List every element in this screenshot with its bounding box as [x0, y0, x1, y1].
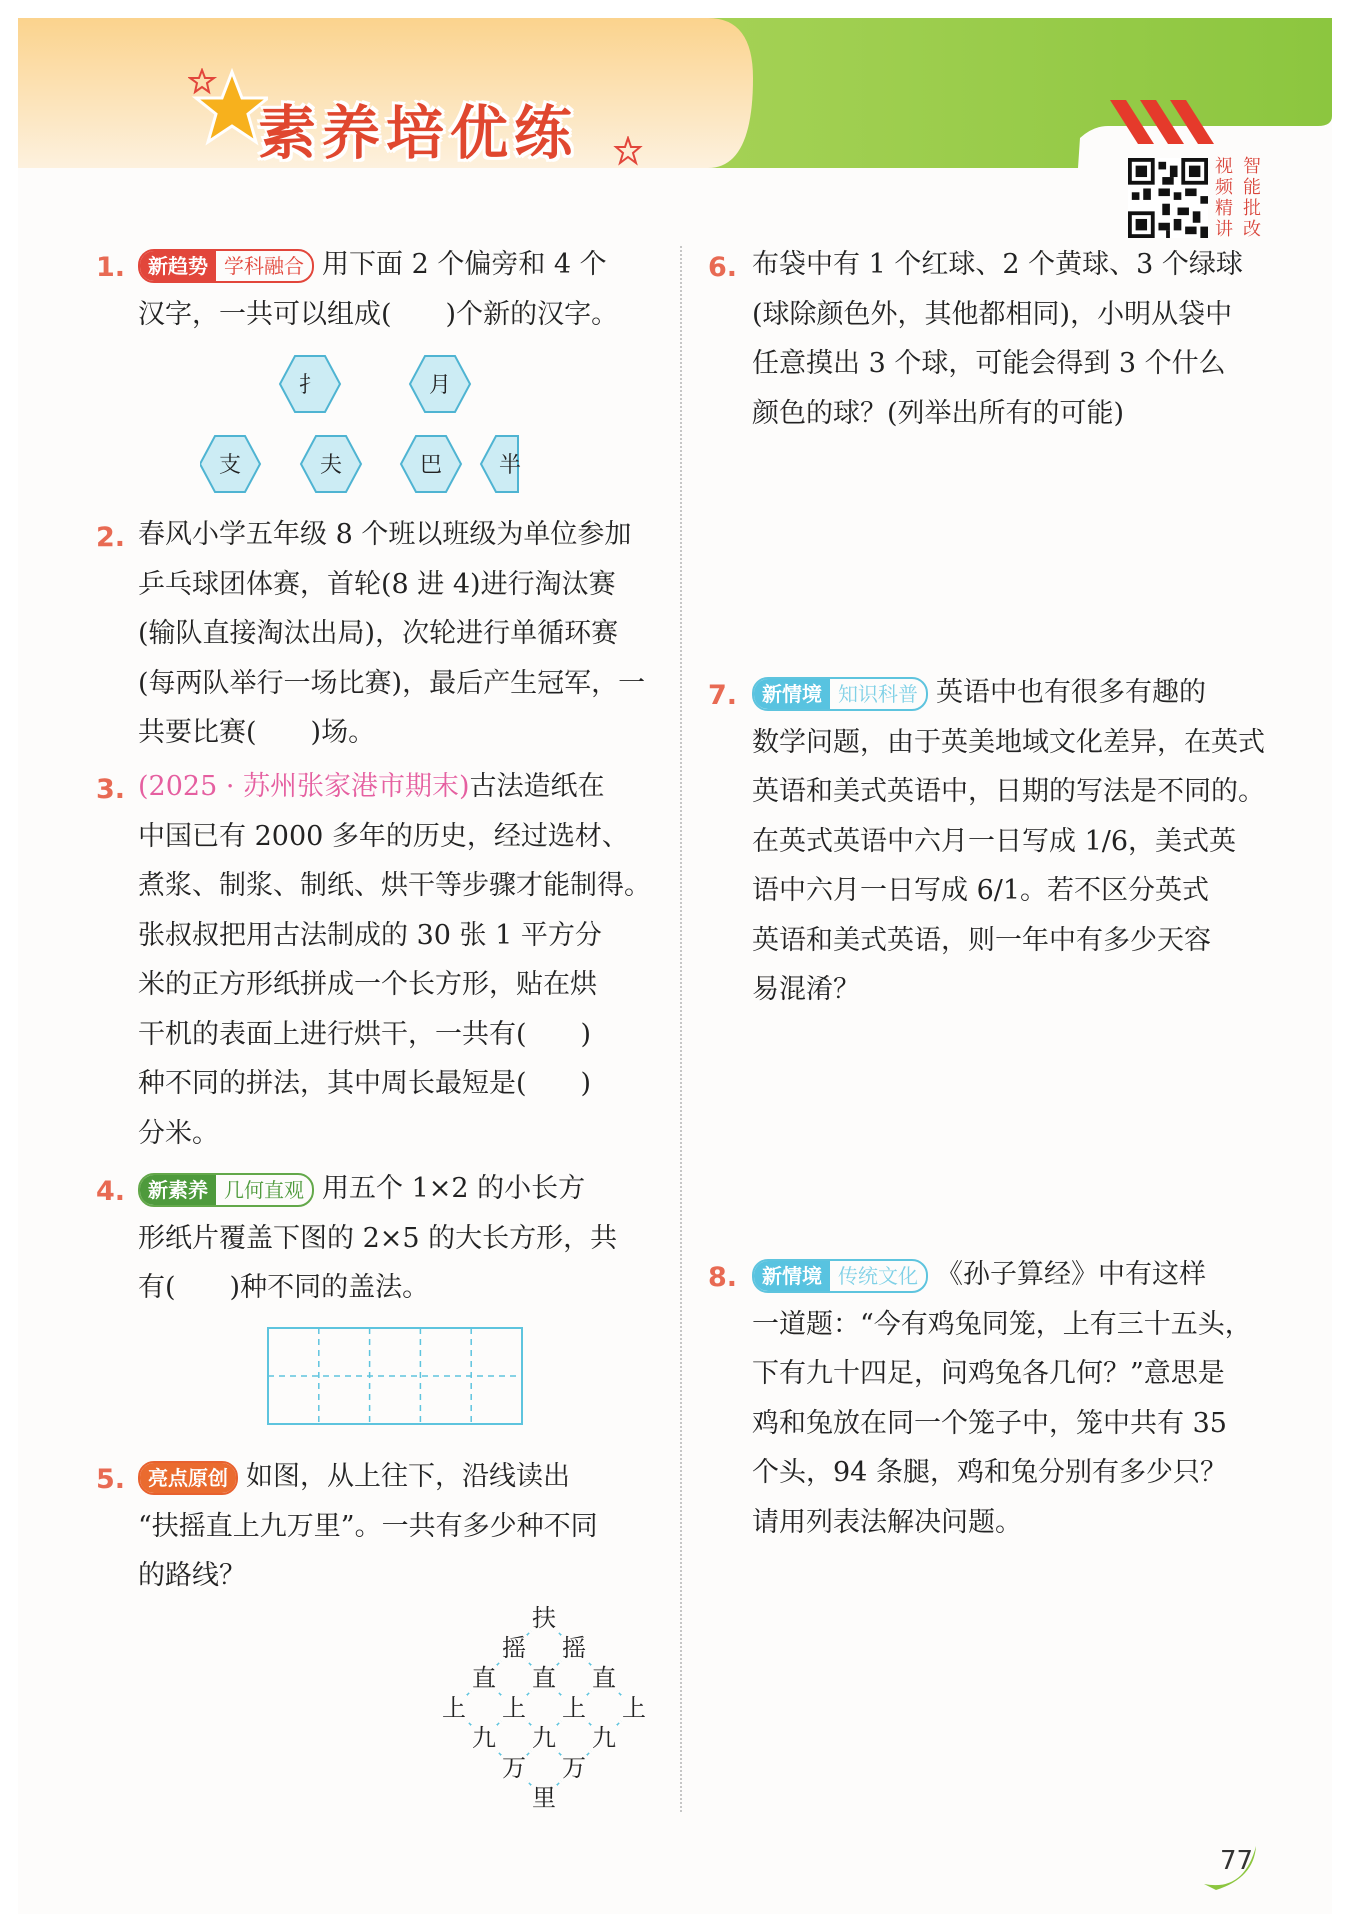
- small-star-icon: [613, 136, 643, 166]
- question-number: 6.: [708, 252, 738, 283]
- tag-new-context: 新情境 传统文化: [752, 1259, 928, 1293]
- hex-label: 巴: [419, 453, 443, 478]
- column-divider: [680, 246, 682, 1812]
- question-number: 1.: [96, 252, 126, 283]
- path-char: 扶: [532, 1604, 556, 1632]
- hex-label: 月: [428, 373, 452, 398]
- path-char: 九: [532, 1724, 556, 1752]
- tag-new-trend: 新趋势 学科融合: [138, 249, 314, 283]
- path-char: 九: [592, 1724, 616, 1752]
- path-diagram: [432, 1596, 662, 1828]
- question-number: 5.: [96, 1464, 126, 1495]
- question-number: 4.: [96, 1176, 126, 1207]
- path-char: 摇: [502, 1634, 526, 1662]
- page-number: 77: [1220, 1846, 1254, 1876]
- source-note: (2025 · 苏州张家港市期末): [138, 771, 470, 802]
- question-number: 7.: [708, 680, 738, 711]
- question-6: 布袋中有 1 个红球、2 个黄球、3 个绿球 (球除颜色外，其他都相同)，小明从袋中 任意摸出 3 个球，可能会得到 3 个什么 颜色的球？(列举出所有的可能): [752, 249, 1243, 429]
- question-5: 亮点原创 如图，从上往下，沿线读出 “扶摇直上九万里”。一共有多少种不同 的路线？: [138, 1461, 598, 1591]
- path-char: 上: [442, 1694, 466, 1722]
- qr-caption: 视 智 频 能 精 批 讲 改: [1215, 156, 1261, 240]
- hex-label: 半: [498, 453, 522, 478]
- question-4: 新素养 几何直观 用五个 1×2 的小长方 形纸片覆盖下图的 2×5 的大长方形，共 有( )种不同的盖法。: [138, 1173, 618, 1303]
- header-banner: [18, 18, 1332, 168]
- tag-new-context: 新情境 知识科普: [752, 677, 928, 711]
- tag-original-highlight: 亮点原创: [138, 1461, 238, 1495]
- path-char: 上: [622, 1694, 646, 1722]
- question-7: 新情境 知识科普 英语中也有很多有趣的 数学问题，由于英美地域文化差异，在英式 英语和美式英语中，日期的写法是不同的。 在英式英语中六月一日写成 1/6，美式英 语中六月一日写成 6/1。若不区分英式 英语和美式英语，则一年中有多少天容 易混淆？: [752, 677, 1265, 1005]
- path-char: 万: [502, 1754, 526, 1782]
- path-char: 摇: [562, 1634, 586, 1662]
- question-3: (2025 · 苏州张家港市期末)古法造纸在 中国已有 2000 多年的历史，经过选材、 煮浆、制浆、制纸、烘干等步骤才能制得。 张叔叔把用古法制成的 30 张 1 平方分 米的正方形纸拼成一个长方形，贴在烘 干机的表面上进行烘干，一共有( ) 种不同的拼法，其中周长最短是( ) 分米。: [138, 771, 651, 1149]
- question-8: 新情境 传统文化 《孙子算经》中有这样 一道题：“今有鸡兔同笼，上有三十五头， 下有九十四足，问鸡兔各几何？”意思是 鸡和兔放在同一个笼子中，笼中共有 35 个头，94 条腿，鸡和兔分别有多少只？ 请用列表法解决问题。: [752, 1259, 1252, 1538]
- hexagon-figure: [200, 348, 540, 508]
- question-2: 春风小学五年级 8 个班以班级为单位参加 乒乓球团体赛，首轮(8 进 4)进行淘汰赛 (输队直接淘汰出局)，次轮进行单循环赛 (每两队举行一场比赛)，最后产生冠军，一 共要比赛( )场。: [138, 519, 646, 748]
- hex-label: 扌: [298, 373, 322, 398]
- path-char: 直: [472, 1664, 496, 1692]
- path-char: 九: [472, 1724, 496, 1752]
- question-number: 3.: [96, 774, 126, 805]
- path-char: 万: [562, 1754, 586, 1782]
- qr-code-icon[interactable]: [1128, 158, 1208, 238]
- hex-label: 夫: [319, 453, 343, 478]
- grid-2x5-figure: [266, 1326, 526, 1428]
- star-icon: [188, 68, 268, 148]
- path-char: 上: [502, 1694, 526, 1722]
- path-char: 上: [562, 1694, 586, 1722]
- question-1: 新趋势 学科融合 用下面 2 个偏旁和 4 个 汉字，一共可以组成( )个新的汉字。: [138, 249, 619, 330]
- tag-new-literacy: 新素养 几何直观: [138, 1173, 314, 1207]
- path-char: 直: [532, 1664, 556, 1692]
- question-number: 2.: [96, 522, 126, 553]
- page-title: 素养培优练: [258, 99, 579, 167]
- hex-label: 支: [218, 453, 242, 478]
- path-char: 里: [532, 1784, 556, 1812]
- question-number: 8.: [708, 1262, 738, 1293]
- path-char: 直: [592, 1664, 616, 1692]
